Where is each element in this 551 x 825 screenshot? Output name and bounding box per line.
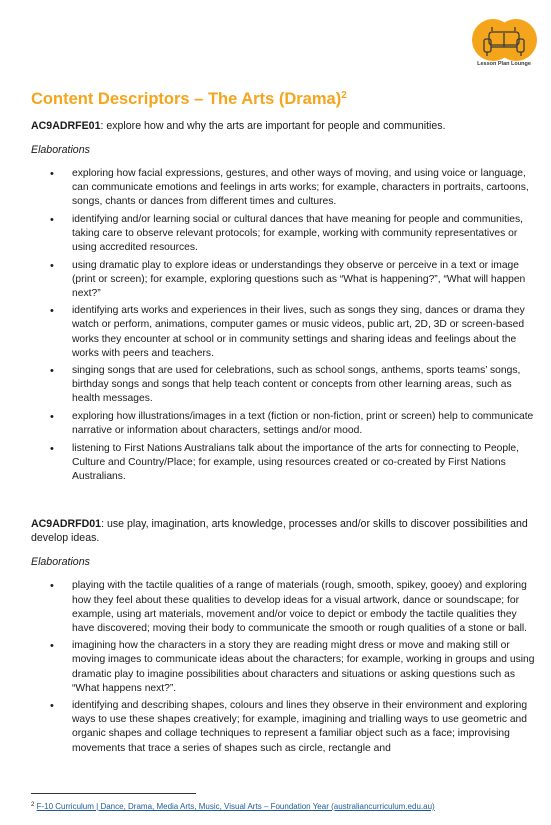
title-footnote-ref[interactable]: 2 bbox=[341, 90, 347, 101]
document-page bbox=[31, 90, 541, 759]
list-item: • using dramatic play to explore ideas or understandings they observe or perceive in a text or image (print or screen); for example, exploring questions such as “What is happening?”, “What will happen next?” bbox=[31, 259, 541, 301]
list-item: • imagining how the characters in a story they are reading might dress or move and making still or moving images to communicate ideas about the characters; for example, working in groups and using dramatic play to imagine possibilities about characters and situations or asking questions such as “What happens next?”. bbox=[31, 639, 541, 695]
list-item: • exploring how illustrations/images in a text (fiction or non-fiction, print or screen) help to communicate narrative or information about characters, settings and/or mood. bbox=[31, 410, 541, 438]
elaborations-label: Elaborations bbox=[31, 144, 90, 156]
elaborations-list-1 bbox=[31, 167, 541, 484]
list-item: • identifying and/or learning social or cultural dances that have meaning for people and communities, taking care to observe relevant protocols; for example, working with community representatives or using accredited resources. bbox=[31, 213, 541, 255]
list-item: • exploring how facial expressions, gestures, and other ways of moving, and using voice or language, can communicate emotions and feelings in arts works; for example, characters in portraits, cartoons, songs, chants or dances from different times and cultures. bbox=[31, 167, 541, 209]
descriptor-code: AC9ADRFE01 bbox=[31, 120, 101, 132]
footnote-number: 2 bbox=[31, 802, 35, 808]
list-item: • identifying and describing shapes, colours and lines they observe in their environment and exploring ways to use these shapes creatively; for example, imagining and trialling ways to use geometric and organic shapes and collage techniques to represent a familiar object such as a face; improvising movements that trace a series of shapes such as circle, rectangle and bbox=[31, 699, 541, 755]
list-item: • singing songs that are used for celebrations, such as school songs, anthems, sports teams’ songs, birthday songs and songs that help teach content or concepts from other learning areas, such as health messages. bbox=[31, 364, 541, 406]
list-item: • identifying arts works and experiences in their lives, such as songs they sing, dances or drama they watch or perform, animations, computer games or music videos, public art, 2D, 3D or screen-based works they encounter at school or in community settings and sharing ideas and feelings about the works with peers and teachers. bbox=[31, 304, 541, 360]
descriptor-text: : explore how and why the arts are important for people and communities. bbox=[100, 120, 446, 132]
footnote-divider bbox=[31, 793, 196, 794]
footnote bbox=[31, 802, 435, 811]
elaborations-list-2 bbox=[31, 579, 541, 755]
descriptor-code: AC9ADRFD01 bbox=[31, 518, 102, 531]
footnote-link[interactable]: F-10 Curriculum | Dance, Drama, Media Arts, Music, Visual Arts – Foundation Year (australiancurriculum.edu.au) bbox=[36, 802, 435, 811]
descriptor-text: : use play, imagination, arts knowledge, processes and/or skills to discover possibilities and develop ideas. bbox=[31, 518, 528, 545]
elaborations-label: Elaborations bbox=[31, 556, 90, 569]
page-title: Content Descriptors – The Arts (Drama)$^2$ bbox=[31, 90, 347, 108]
content-descriptor-2 bbox=[31, 517, 541, 545]
list-item: • playing with the tactile qualities of a range of materials (rough, smooth, spikey, gooey) and exploring how they feel about these qualities to develop ideas for a visual artwork, dance or soundscape; for example, using art materials, movement and/or voice to depict or embody the tactile qualities they have discovered; moving their body to communicate the smooth or rough qualities of a stone or ball. bbox=[31, 579, 541, 635]
content-descriptor-1 bbox=[31, 119, 541, 133]
list-item: • listening to First Nations Australians talk about the importance of the arts for connecting to People, Culture and Country/Place; for example, using resources created or co-created by First Nations Australians. bbox=[31, 442, 541, 484]
logo-text: Lesson Plan Lounge bbox=[477, 61, 531, 67]
